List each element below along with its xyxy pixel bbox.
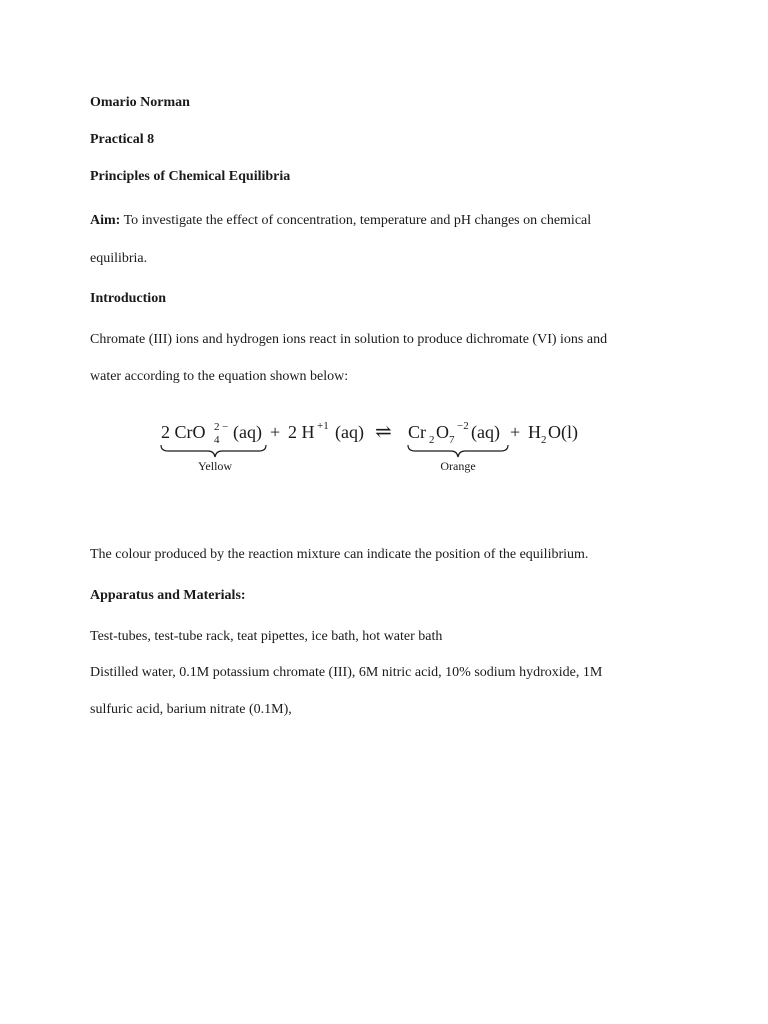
materials-line-2: sulfuric acid, barium nitrate (0.1M), (90, 702, 292, 717)
apparatus-heading: Apparatus and Materials: (90, 588, 246, 603)
eq-chromate-coef: 2 CrO (161, 422, 206, 442)
underbrace-right-icon (408, 445, 508, 457)
eq-dichromate-sup: −2 (457, 420, 469, 432)
observation-text: The colour produced by the reaction mixture can indicate the position of the equilibrium. (90, 547, 589, 562)
eq-aq-1: (aq) (233, 422, 262, 442)
eq-plus-1: + (270, 422, 281, 442)
eq-cr: Cr (408, 422, 426, 442)
eq-water-h: H (528, 422, 541, 442)
aim-line-1 (90, 212, 591, 230)
underbrace-left-icon (161, 445, 266, 457)
eq-water-sub: 2 (541, 434, 547, 446)
eq-hydrogen: 2 H (288, 422, 315, 442)
eq-plus-2: + (510, 422, 521, 442)
eq-aq-2: (aq) (335, 422, 364, 442)
apparatus-line-1: Test-tubes, test-tube rack, teat pipettes, ice bath, hot water bath (90, 629, 443, 644)
eq-chromate-sub: 4 (214, 434, 220, 446)
introduction-paragraph-line-2: water according to the equation shown below: (90, 369, 349, 384)
eq-equilibrium-arrow: ⇌ (375, 421, 392, 443)
document-title: Principles of Chemical Equilibria (90, 169, 291, 184)
introduction-paragraph-line-1: Chromate (III) ions and hydrogen ions react in solution to produce dichromate (VI) ions and (90, 332, 608, 347)
aim-text: To investigate the effect of concentration, temperature and pH changes on chemical (120, 213, 592, 228)
eq-aq-3: (aq) (471, 422, 500, 442)
chemical-equation (158, 412, 598, 482)
author-name: Omario Norman (90, 95, 190, 110)
eq-label-yellow: Yellow (197, 459, 233, 473)
eq-o: O (436, 422, 449, 442)
aim-label: Aim: (90, 213, 121, 228)
introduction-heading: Introduction (90, 291, 166, 306)
aim-line-2: equilibria. (90, 251, 148, 266)
eq-hydrogen-sup: +1 (317, 420, 329, 432)
eq-chromate-charge: − (222, 421, 229, 433)
eq-label-orange: Orange (440, 459, 476, 473)
eq-o-sub: 7 (449, 434, 455, 446)
materials-line-1: Distilled water, 0.1M potassium chromate (III), 6M nitric acid, 10% sodium hydroxide, 1M (90, 665, 603, 680)
eq-chromate-sup: 2 (214, 421, 220, 433)
eq-water-o: O(l) (548, 422, 578, 442)
eq-cr-sub: 2 (429, 434, 435, 446)
practical-number: Practical 8 (90, 132, 155, 147)
